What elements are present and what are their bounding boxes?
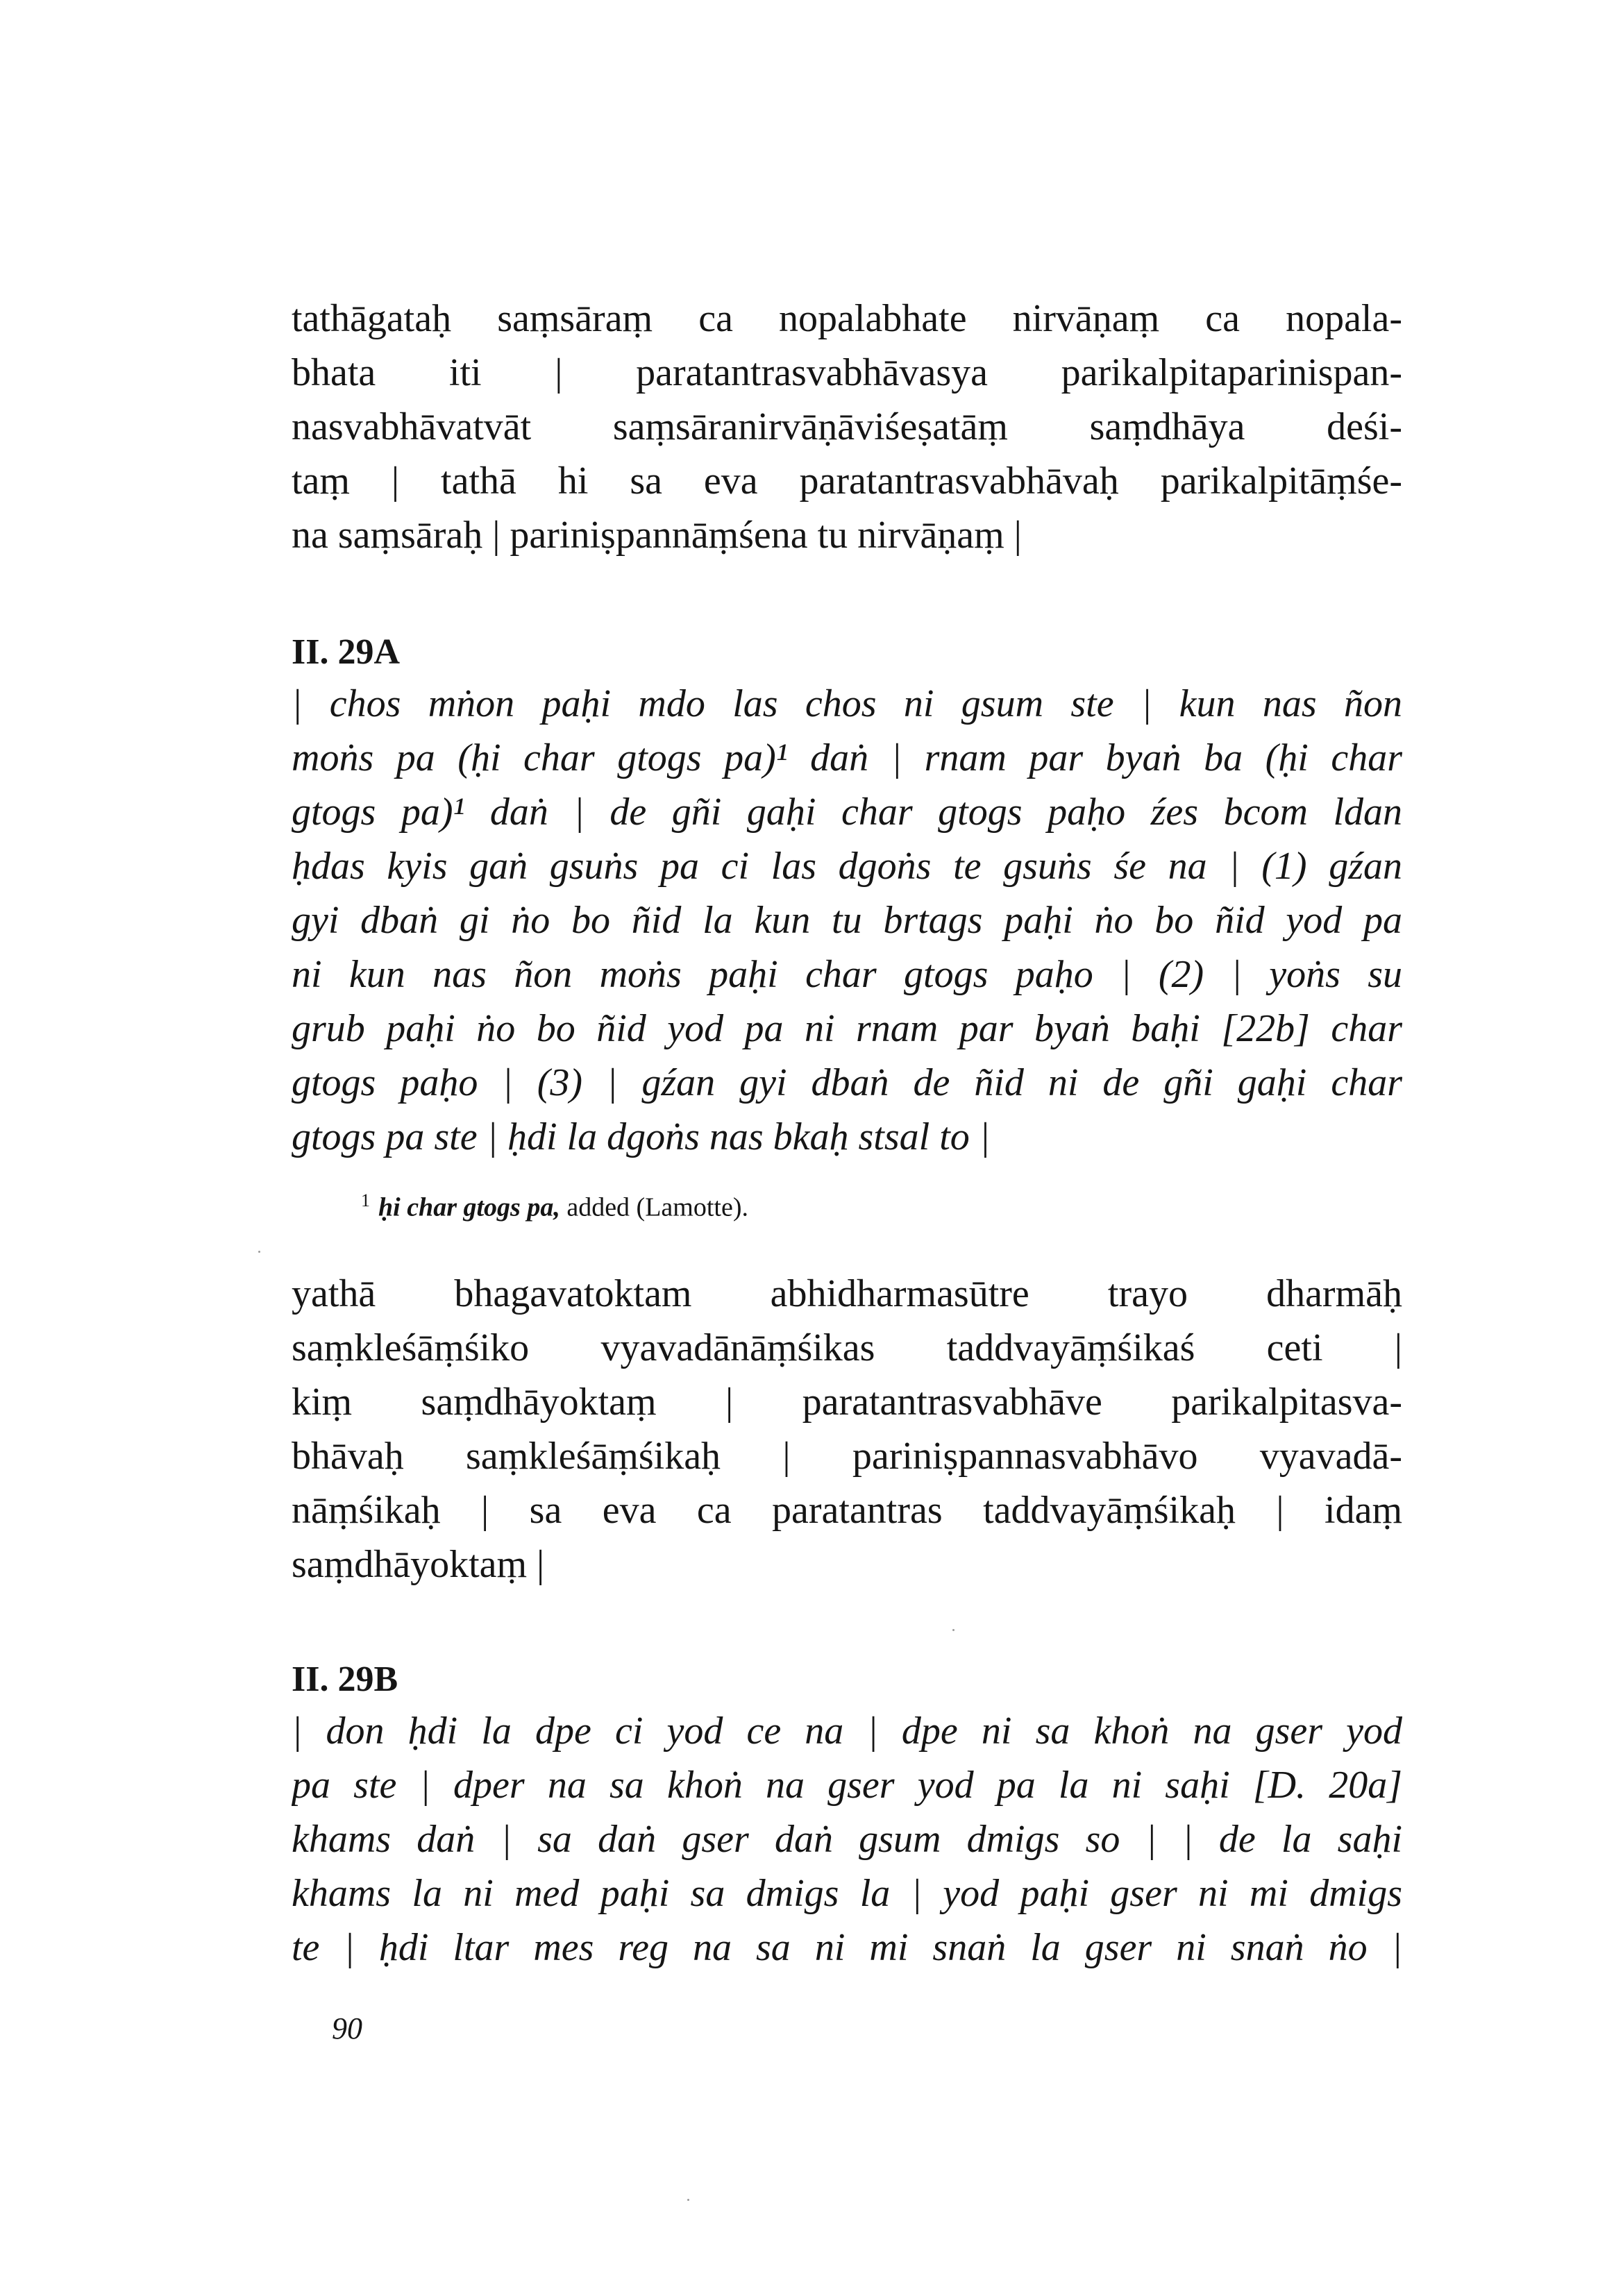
- text-line: khams daṅ | sa daṅ gser daṅ gsum dmigs so | | de la saḥi: [292, 1818, 1402, 1861]
- scan-speck: [258, 1251, 260, 1253]
- text-line: saṃdhāyoktaṃ |: [292, 1543, 545, 1586]
- section-heading-29b: II. 29B: [292, 1660, 398, 1699]
- text-line: | don ḥdi la dpe ci yod ce na | dpe ni sa khoṅ na gser yod: [292, 1710, 1402, 1753]
- text-line: gtogs paḥo | (3) | gźan gyi dbaṅ de ñid ni de gñi gaḥi char: [292, 1061, 1402, 1104]
- text-line: pa ste | dper na sa khoṅ na gser yod pa la ni saḥi [D. 20a]: [292, 1764, 1402, 1807]
- scan-speck: [687, 2199, 689, 2201]
- section-heading-29a: II. 29A: [292, 632, 401, 672]
- footnote-marker: 1: [361, 1190, 370, 1210]
- sanskrit-paragraph-2: [292, 1267, 1402, 1592]
- text-line: na saṃsāraḥ | pariniṣpannāṃśena tu nirvāṇaṃ |: [292, 514, 1022, 557]
- text-line: bhata iti | paratantrasvabhāvasya parikalpitaparinispan-: [292, 351, 1402, 394]
- text-line: nāṃśikaḥ | sa eva ca paratantras taddvayāṃśikaḥ | idaṃ: [292, 1489, 1402, 1532]
- footnote-term: ḥi char gtogs pa,: [378, 1192, 560, 1222]
- text-line: taṃ | tathā hi sa eva paratantrasvabhāvaḥ parikalpitāṃśe-: [292, 459, 1402, 503]
- text-line: kiṃ saṃdhāyoktaṃ | paratantrasvabhāve parikalpitasva-: [292, 1381, 1402, 1424]
- text-line: gyi dbaṅ gi ṅo bo ñid la kun tu brtags paḥi ṅo bo ñid yod pa: [292, 899, 1402, 942]
- text-line: saṃkleśāṃśiko vyavadānāṃśikas taddvayāṃśikaś ceti |: [292, 1326, 1402, 1369]
- tibetan-paragraph-1: [292, 677, 1402, 1164]
- text-line: yathā bhagavatoktam abhidharmasūtre trayo dharmāḥ: [292, 1272, 1402, 1315]
- text-line: nasvabhāvatvāt saṃsāranirvāṇāviśeṣatāṃ saṃdhāya deśi-: [292, 405, 1402, 448]
- footnote-text: added (Lamotte).: [566, 1192, 748, 1222]
- text-line: moṅs pa (ḥi char gtogs pa)¹ daṅ | rnam par byaṅ ba (ḥi char: [292, 736, 1402, 779]
- tibetan-paragraph-2: [292, 1704, 1402, 1975]
- text-line: tathāgataḥ saṃsāraṃ ca nopalabhate nirvāṇaṃ ca nopala-: [292, 297, 1402, 340]
- text-line: ḥdas kyis gaṅ gsuṅs pa ci las dgoṅs te gsuṅs śe na | (1) gźan: [292, 845, 1402, 888]
- text-line: gtogs pa)¹ daṅ | de gñi gaḥi char gtogs paḥo źes bcom ldan: [292, 791, 1402, 834]
- text-line: ni kun nas ñon moṅs paḥi char gtogs paḥo | (2) | yoṅs su: [292, 953, 1402, 996]
- text-line: grub paḥi ṅo bo ñid yod pa ni rnam par byaṅ baḥi [22b] char: [292, 1007, 1402, 1050]
- page-number: 90: [332, 2011, 362, 2045]
- sanskrit-paragraph-1: [292, 292, 1402, 562]
- text-line: khams la ni med paḥi sa dmigs la | yod paḥi gser ni mi dmigs: [292, 1872, 1402, 1915]
- text-line: | chos mṅon paḥi mdo las chos ni gsum ste | kun nas ñon: [292, 682, 1402, 725]
- scan-speck: [952, 1629, 955, 1631]
- text-line: te | ḥdi ltar mes reg na sa ni mi snaṅ la gser ni snaṅ ṅo |: [292, 1926, 1402, 1969]
- text-line: gtogs pa ste | ḥdi la dgoṅs nas bkaḥ stsal to |: [292, 1115, 991, 1158]
- footnote: [361, 1183, 748, 1225]
- text-line: bhāvaḥ saṃkleśāṃśikaḥ | pariniṣpannasvabhāvo vyavadā-: [292, 1435, 1402, 1478]
